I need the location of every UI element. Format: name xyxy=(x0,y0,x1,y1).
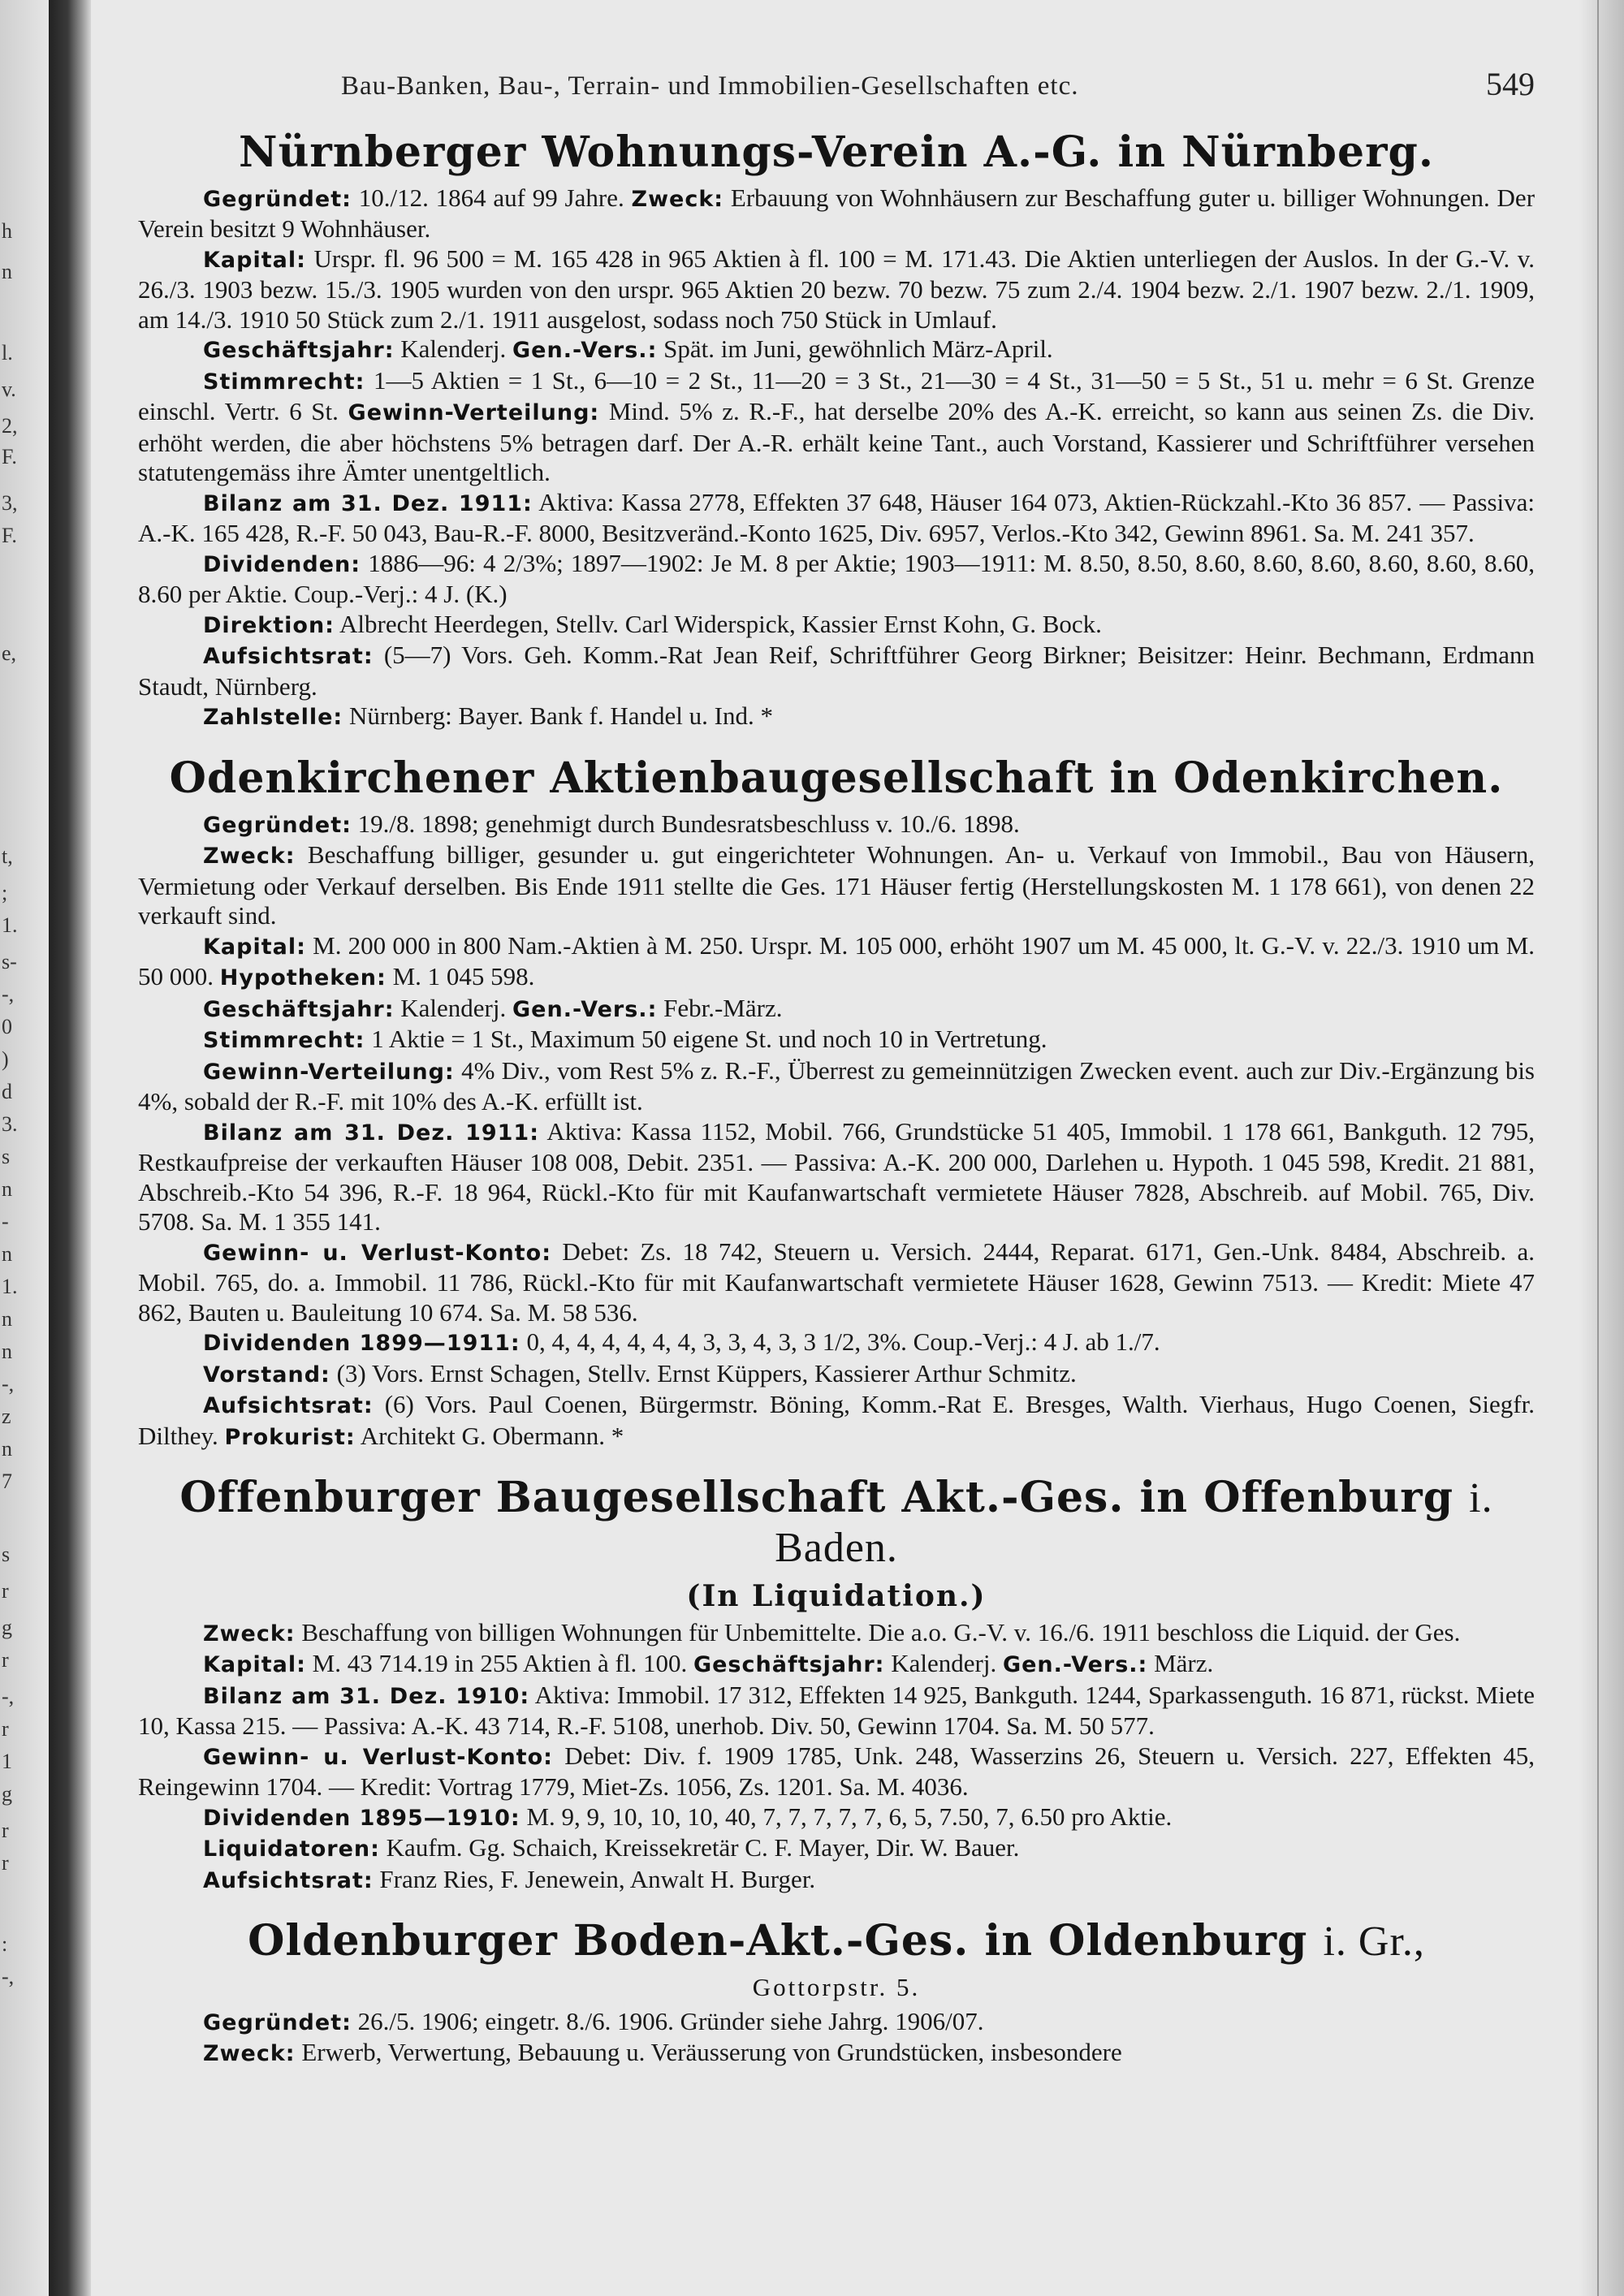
entry-paragraph xyxy=(138,1681,1535,1741)
entry-paragraph xyxy=(138,701,1535,733)
field-label: Kapital: xyxy=(203,1652,306,1678)
margin-fragment: e, xyxy=(2,641,17,665)
entry-paragraph xyxy=(138,366,1535,488)
field-label: Bilanz am 31. Dez. 1910: xyxy=(203,1683,530,1709)
margin-fragment: 1 xyxy=(2,1750,12,1773)
margin-fragment: n xyxy=(2,1242,12,1266)
entries-list xyxy=(138,128,1535,2069)
field-label: Zweck: xyxy=(631,186,724,212)
entry-paragraph xyxy=(138,1618,1535,1650)
entry-paragraph xyxy=(138,2007,1535,2039)
margin-fragment: t, xyxy=(2,844,13,868)
margin-fragment: g xyxy=(2,1616,12,1639)
company-name: Odenkirchener Aktienbaugesellschaft in Odenkirchen. xyxy=(169,753,1504,803)
margin-fragment: 3, xyxy=(2,491,18,515)
field-value: 1 Aktie = 1 St., Maximum 50 eigene St. und noch 10 in Vertretung. xyxy=(371,1025,1047,1054)
margin-fragment: n xyxy=(2,260,12,283)
margin-fragment: s xyxy=(2,1543,11,1566)
field-value: Kalenderj. xyxy=(400,993,507,1022)
field-value: 10./12. 1864 auf 99 Jahre. xyxy=(358,183,624,212)
company-title xyxy=(138,128,1535,177)
entry-paragraph xyxy=(138,334,1535,366)
margin-fragment: n xyxy=(2,1307,12,1331)
field-label: Direktion: xyxy=(203,612,335,638)
field-value: Debet: Zs. 18 742, Steuern u. Versich. 2444, Reparat. 6171, Gen.-Unk. 8484, Abschreib. a. Mobil. 765, do. a. Immobil. 11 786, Rückl.-Kto für mit Kaufanwartschaft vermietete Häuser 1628, Gewinn 7513. — Kredit: Miete 47 862, Bauten u. Bauleitung 10 674. Sa. M. 58 536. xyxy=(138,1236,1535,1327)
margin-fragment: r xyxy=(2,1717,9,1741)
entry-paragraph xyxy=(138,1649,1535,1681)
field-label: Gen.-Vers.: xyxy=(512,996,658,1022)
field-value: (5—7) Vors. Geh. Komm.-Rat Jean Reif, Schriftführer Georg Birkner; Beisitzer: Heinr. Bechmann, Erdmann Staudt, Nürnberg. xyxy=(138,641,1535,701)
entry-paragraph xyxy=(138,1802,1535,1834)
margin-fragment: 1. xyxy=(2,913,18,937)
field-label: Zahlstelle: xyxy=(203,705,343,731)
entry-paragraph xyxy=(138,2038,1535,2069)
field-label: Kapital: xyxy=(203,934,306,960)
company-name: Offenburger Baugesellschaft Akt.-Ges. in Offenburg xyxy=(179,1473,1454,1523)
field-value: 19./8. 1898; genehmigt durch Bundesratsbeschluss v. 10./6. 1898. xyxy=(357,809,1020,838)
margin-fragment: r xyxy=(2,1579,9,1603)
page-content xyxy=(138,65,1535,2091)
field-value: Urspr. fl. 96 500 = M. 165 428 in 965 Aktien à fl. 100 = M. 171.43. Die Aktien unterliegen der Auslos. In der G.-V. v. 26./3. 1903 bezw. 15./3. 1905 wurden von den urspr. 965 Aktien 20 bezw. 70 bezw. 75 zum 2./4. 1904 bezw. 2./1. 1907 bezw. 2./1. 1909, am 14./3. 1910 50 Stück zum 2./1. 1911 ausgelost, sodass noch 750 Stück in Umlauf. xyxy=(138,244,1535,334)
field-value: M. 200 000 in 800 Nam.-Aktien à M. 250. Urspr. M. 105 000, erhöht 1907 um M. 45 000, lt. G.-V. v. 22./3. 1910 um M. 50 000. xyxy=(138,930,1535,991)
field-label: Bilanz am 31. Dez. 1911: xyxy=(203,1120,540,1146)
margin-fragment: s xyxy=(2,1145,11,1168)
company-name: Oldenburger Boden-Akt.-Ges. in Oldenburg xyxy=(248,1916,1308,1966)
page xyxy=(91,0,1624,2296)
margin-fragment: s- xyxy=(2,950,17,973)
entry-paragraph xyxy=(138,1390,1535,1452)
field-value: M. 1 045 598. xyxy=(392,962,535,991)
running-header xyxy=(138,65,1535,114)
field-value: Beschaffung billiger, gesunder u. gut eingerichteter Wohnungen. An- u. Verkauf von Immobil., Bau von Häusern, Vermietung oder Verkauf derselben. Bis Ende 1911 stellte die Ges. 171 Häuser fertig (Herstellungskosten M. 1 178 661), von denen 22 verkauft sind. xyxy=(138,840,1535,930)
field-label: Gegründet: xyxy=(203,812,352,838)
field-value: Aktiva: Immobil. 17 312, Effekten 14 925, Bankguth. 1244, Sparkassenguth. 16 871, rückst. Miete 10, Kassa 215. — Passiva: A.-K. 43 714, R.-F. 5108, unerhob. Div. 50, Gewinn 1704. Sa. M. 50 577. xyxy=(138,1680,1535,1741)
entry-paragraph xyxy=(138,244,1535,335)
margin-fragment: - xyxy=(2,1210,9,1233)
margin-fragment: ) xyxy=(2,1047,9,1071)
entry-paragraph xyxy=(138,1359,1535,1391)
field-value: Aktiva: Kassa 2778, Effekten 37 648, Häuser 164 073, Aktien-Rückzahl.-Kto 36 857. — Passiva: A.-K. 165 428, R.-F. 50 043, Bau-R.-F. 8000, Besitzveränd.-Konto 1625, Div. 6957, Verlos.-Kto 342, Gewinn 8961. Sa. M. 241 357. xyxy=(138,487,1535,548)
page-number: 549 xyxy=(1486,66,1535,102)
margin-fragment: F. xyxy=(2,445,17,468)
field-label: Gegründet: xyxy=(203,186,352,212)
entry-paragraph xyxy=(138,1025,1535,1056)
margin-fragment: : xyxy=(2,1932,8,1956)
field-label: Gewinn-Verteilung: xyxy=(348,400,600,426)
margin-fragment: n xyxy=(2,1437,12,1461)
field-value: März. xyxy=(1154,1649,1214,1678)
field-label: Gewinn-Verteilung: xyxy=(203,1059,455,1085)
field-label: Vorstand: xyxy=(203,1362,330,1388)
entry-paragraph xyxy=(138,1237,1535,1328)
field-value: 1886—96: 4 2/3%; 1897—1902: Je M. 8 per Aktie; 1903—1911: M. 8.50, 8.50, 8.60, 8.60, 8.60, 8.60, 8.60, 8.60, 8.60 per Aktie. Coup.-Verj.: 4 J. (K.) xyxy=(138,548,1535,609)
field-label: Gewinn- u. Verlust-Konto: xyxy=(203,1240,551,1266)
field-value: (6) Vors. Paul Coenen, Bürgermstr. Böning, Komm.-Rat E. Bresges, Walth. Vierhaus, Hugo Coenen, Siegfr. Dilthey. xyxy=(138,1390,1535,1450)
entry-paragraph xyxy=(138,1833,1535,1865)
field-value: Architekt G. Obermann. * xyxy=(360,1421,624,1450)
margin-fragment: r xyxy=(2,1851,9,1875)
field-value: 4% Div., vom Rest 5% z. R.-F., Überrest zu gemeinnützigen Zwecken event. auch zur Div.-Ergänzung bis 4%, sobald der R.-F. mit 10% des A.-K. erfüllt ist. xyxy=(138,1055,1535,1116)
field-label: Bilanz am 31. Dez. 1911: xyxy=(203,490,533,516)
field-value: (3) Vors. Ernst Schagen, Stellv. Ernst Küppers, Kassierer Arthur Schmitz. xyxy=(336,1358,1077,1388)
entry-paragraph xyxy=(138,183,1535,244)
field-label: Gegründet: xyxy=(203,2009,352,2035)
margin-fragment: r xyxy=(2,1819,9,1842)
previous-page-edge xyxy=(0,0,49,2296)
field-value: Aktiva: Kassa 1152, Mobil. 766, Grundstücke 51 405, Immobil. 1 178 661, Bankguth. 12 795, Restkaufpreise der verkauften Häuser 108 008, Debit. 2351. — Passiva: A.-K. 200 000, Darlehen u. Hypoth. 1 045 598, Kredit. 21 881, Abschreib.-Kto 54 396, R.-F. 18 964, Rückl.-Kto für mit Kaufanwartschaft vermietete Häuser 7828, Abschreib. auf Mobil. 765, Div. 5708. Sa. M. 1 355 141. xyxy=(138,1116,1535,1236)
margin-fragment: h xyxy=(2,219,12,243)
entry-paragraph xyxy=(138,488,1535,549)
company-entry xyxy=(138,1917,1535,2069)
entry-paragraph xyxy=(138,1056,1535,1117)
entry-paragraph xyxy=(138,931,1535,994)
field-value: Kalenderj. xyxy=(891,1649,997,1678)
field-value: M. 43 714.19 in 255 Aktien à fl. 100. xyxy=(312,1649,688,1678)
field-value: M. 9, 9, 10, 10, 10, 40, 7, 7, 7, 7, 7, 6, 5, 7.50, 7, 6.50 pro Aktie. xyxy=(526,1802,1173,1831)
entry-paragraph xyxy=(138,840,1535,931)
entry-paragraph xyxy=(138,641,1535,701)
margin-fragment: -, xyxy=(2,982,15,1006)
field-value: Franz Ries, F. Jenewein, Anwalt H. Burger. xyxy=(379,1864,816,1893)
field-label: Zweck: xyxy=(203,1621,296,1646)
margin-fragment: r xyxy=(2,1648,9,1672)
company-title xyxy=(138,754,1535,803)
field-label: Gen.-Vers.: xyxy=(1002,1652,1148,1678)
field-label: Geschäftsjahr: xyxy=(203,996,395,1022)
margin-fragment: l. xyxy=(2,341,13,365)
running-title: Bau-Banken, Bau-, Terrain- und Immobilien-Gesellschaften etc. xyxy=(341,71,1079,101)
margin-fragment: ; xyxy=(2,881,8,904)
company-entry xyxy=(138,1474,1535,1896)
field-value: 26./5. 1906; eingetr. 8./6. 1906. Gründer siehe Jahrg. 1906/07. xyxy=(357,2006,984,2035)
margin-fragment: 7 xyxy=(2,1470,12,1493)
field-label: Geschäftsjahr: xyxy=(693,1652,885,1678)
field-label: Prokurist: xyxy=(224,1424,356,1450)
field-value: Spät. im Juni, gewöhnlich März-April. xyxy=(663,334,1053,364)
margin-fragment: -, xyxy=(2,1372,15,1396)
entry-paragraph xyxy=(138,549,1535,610)
company-location-suffix: i. Gr., xyxy=(1323,1918,1425,1966)
company-name: Nürnberger Wohnungs-Verein A.-G. in Nürnberg. xyxy=(239,127,1434,177)
field-label: Kapital: xyxy=(203,247,306,273)
field-label: Stimmrecht: xyxy=(203,1028,365,1054)
margin-fragment: 1. xyxy=(2,1275,18,1298)
entry-paragraph xyxy=(138,1865,1535,1897)
entry-paragraph xyxy=(138,1117,1535,1237)
page-edge-shadow xyxy=(1579,0,1624,2296)
entry-paragraph xyxy=(138,1327,1535,1359)
margin-fragment: -, xyxy=(2,1685,15,1708)
field-label: Geschäftsjahr: xyxy=(203,338,395,364)
field-value: Beschaffung von billigen Wohnungen für Unbemittelte. Die a.o. G.-V. v. 16./6. 1911 beschloss die Liquid. der Ges. xyxy=(301,1617,1461,1646)
margin-fragment: n xyxy=(2,1177,12,1201)
margin-fragment: -, xyxy=(2,1965,15,1988)
field-label: Dividenden 1899—1911: xyxy=(203,1331,520,1357)
margin-fragment: d xyxy=(2,1080,12,1103)
field-value: Nürnberg: Bayer. Bank f. Handel u. Ind. * xyxy=(348,701,773,731)
company-title xyxy=(138,1917,1535,1966)
company-title xyxy=(138,1474,1535,1573)
margin-fragment: F. xyxy=(2,524,17,547)
entry-paragraph xyxy=(138,994,1535,1025)
company-entry xyxy=(138,128,1535,733)
field-value: Albrecht Heerdegen, Stellv. Carl Widerspick, Kassier Ernst Kohn, G. Bock. xyxy=(339,609,1102,638)
company-status: (In Liquidation.) xyxy=(686,1578,987,1613)
margin-fragment: 2, xyxy=(2,414,18,438)
field-value: 1—5 Aktien = 1 St., 6—10 = 2 St., 11—20 = 3 St., 21—30 = 4 St., 31—50 = 5 St., 51 u. mehr = 6 St. Grenze einschl. Vertr. 6 St. xyxy=(138,365,1535,426)
entry-paragraph xyxy=(138,809,1535,841)
margin-fragment: 3. xyxy=(2,1112,18,1136)
field-label: Aufsichtsrat: xyxy=(203,644,374,670)
company-location-suffix: i. Baden. xyxy=(775,1475,1493,1571)
field-label: Zweck: xyxy=(203,844,296,870)
field-label: Gen.-Vers.: xyxy=(512,338,658,364)
field-value: 0, 4, 4, 4, 4, 4, 4, 3, 3, 4, 3, 3 1/2, 3%. Coup.-Verj.: 4 J. ab 1./7. xyxy=(526,1327,1160,1357)
field-label: Dividenden: xyxy=(203,551,361,577)
margin-fragment: g xyxy=(2,1782,12,1806)
margin-fragment: z xyxy=(2,1405,11,1428)
company-entry xyxy=(138,754,1535,1452)
entry-paragraph xyxy=(138,610,1535,641)
field-label: Hypotheken: xyxy=(219,965,387,991)
field-value: Erwerb, Verwertung, Bebauung u. Veräusserung von Grundstücken, insbesondere xyxy=(301,2038,1122,2067)
field-value: Erbauung von Wohnhäusern zur Beschaffung guter u. billiger Wohnungen. Der Verein besitzt 9 Wohnhäuser. xyxy=(138,183,1535,244)
margin-fragment: n xyxy=(2,1340,12,1363)
margin-fragment: v. xyxy=(2,378,16,401)
field-value: Febr.-März. xyxy=(663,993,783,1022)
field-value: Debet: Div. f. 1909 1785, Unk. 248, Wasserzins 26, Steuern u. Versich. 227, Effekten 45, Reingewinn 1704. — Kredit: Vortrag 1779, Miet-Zs. 1056, Zs. 1201. Sa. M. 4036. xyxy=(138,1741,1535,1802)
field-label: Aufsichtsrat: xyxy=(203,1867,374,1893)
field-label: Zweck: xyxy=(203,2041,296,2067)
field-value: Kaufm. Gg. Schaich, Kreissekretär C. F. Mayer, Dir. W. Bauer. xyxy=(386,1833,1020,1862)
field-label: Gewinn- u. Verlust-Konto: xyxy=(203,1744,553,1770)
entry-paragraph xyxy=(138,1741,1535,1802)
company-address: Gottorpstr. 5. xyxy=(752,1972,921,2001)
field-label: Liquidatoren: xyxy=(203,1836,380,1862)
field-value: Mind. 5% z. R.-F., hat derselbe 20% des A.-K. erreicht, so kann aus seinen Zs. die Div. erhöht werden, die aber höchstens 5% betragen darf. Der A.-R. erhält keine Tant., auch Vorstand, Kassierer und Schriftführer versehen statutengemäss ihre Ämter unentgeltlich. xyxy=(138,397,1535,487)
book-gutter xyxy=(49,0,91,2296)
field-value: Kalenderj. xyxy=(400,334,507,364)
field-label: Stimmrecht: xyxy=(203,369,365,395)
margin-fragment: 0 xyxy=(2,1015,12,1038)
field-label: Aufsichtsrat: xyxy=(203,1393,374,1419)
field-label: Dividenden 1895—1910: xyxy=(203,1805,520,1831)
